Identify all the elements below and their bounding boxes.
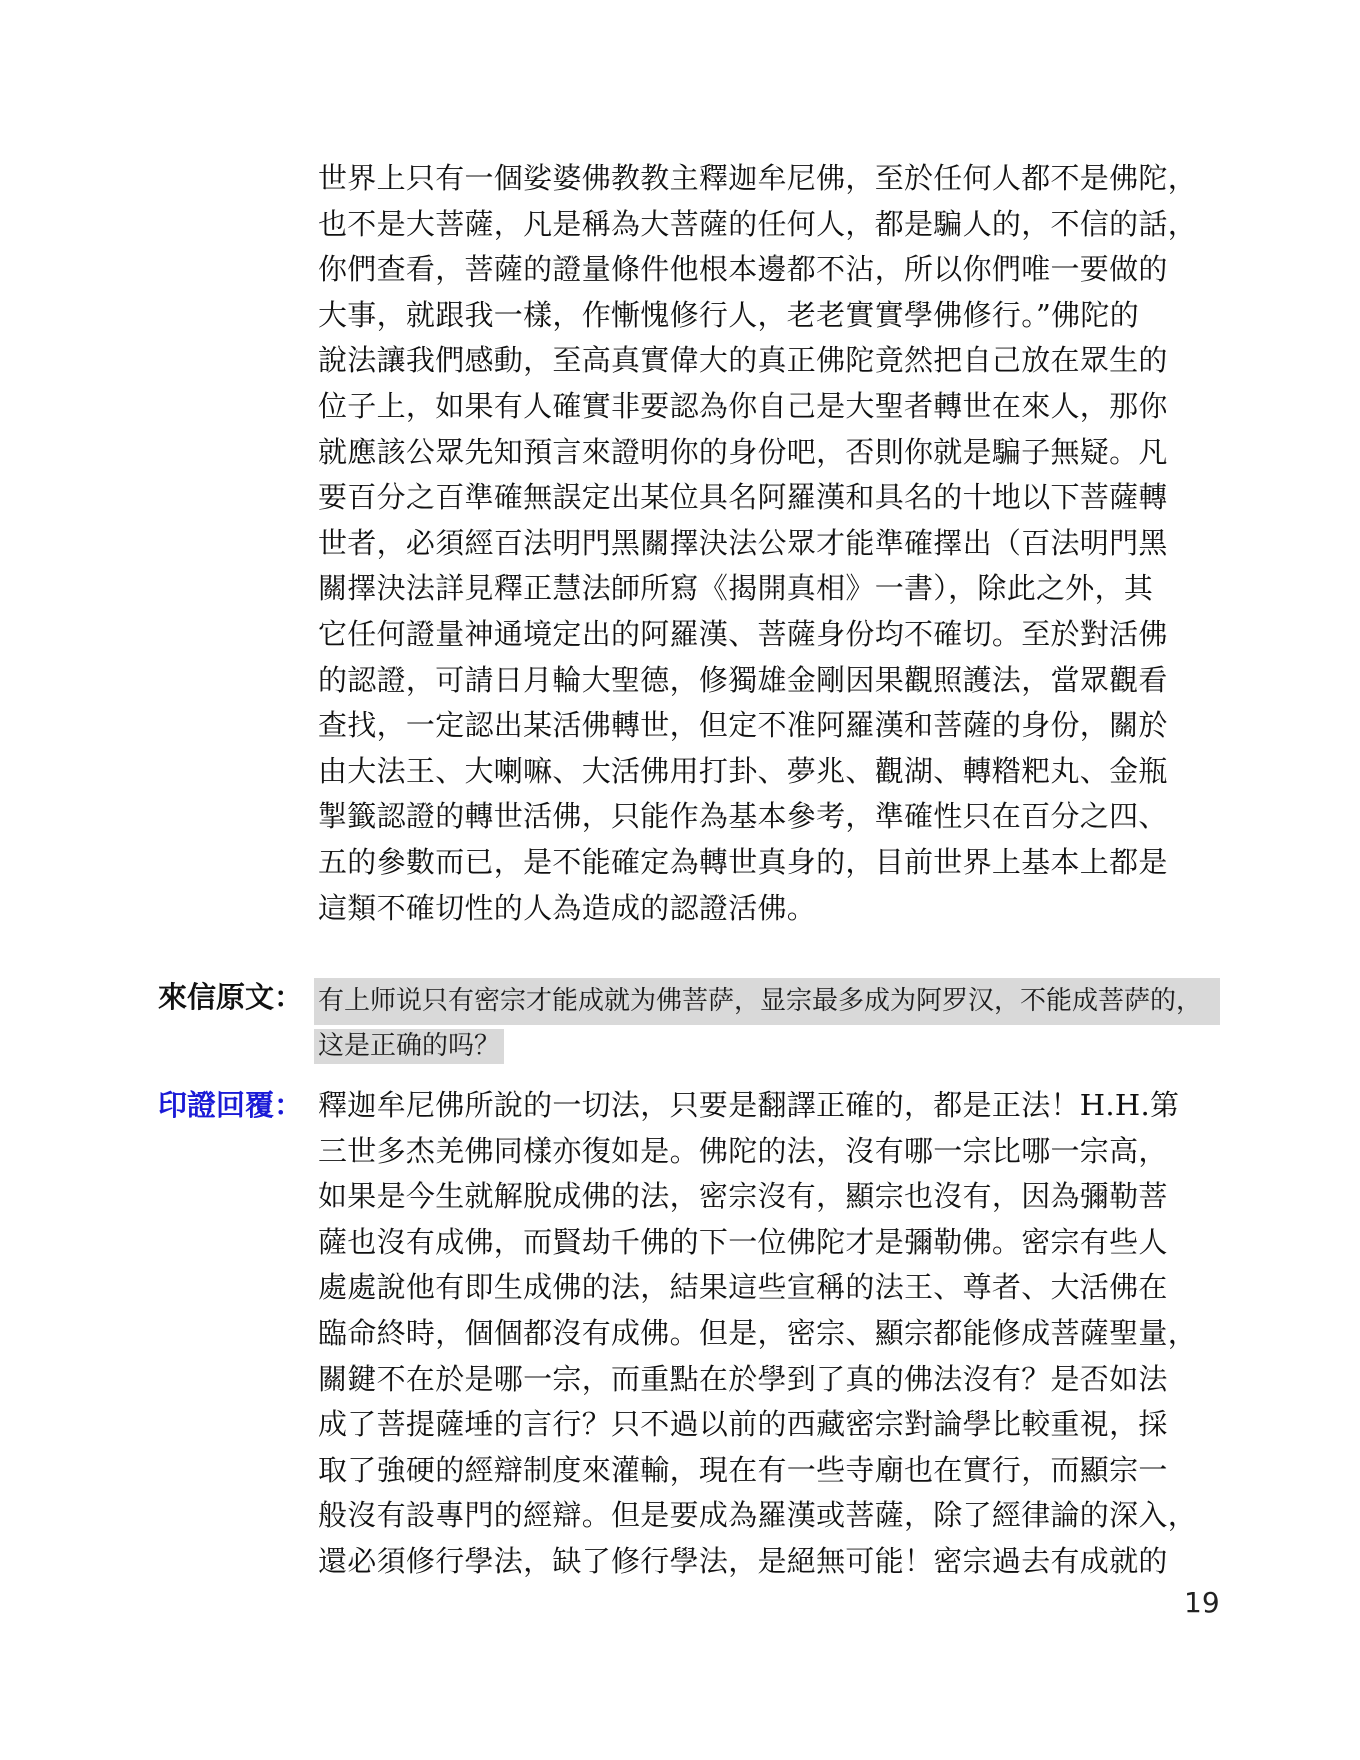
reply-line: 還必須修行學法，缺了修行學法，是絕無可能！密宗過去有成就的 — [318, 1543, 1168, 1578]
paragraph-line: 世界上只有一個娑婆佛教教主釋迦牟尼佛，至於任何人都不是佛陀， — [318, 161, 1198, 195]
letter-quote — [314, 978, 1220, 1067]
reply-line: 三世多杰羌佛同樣亦復如是。佛陀的法，沒有哪一宗比哪一宗高， — [318, 1133, 1168, 1168]
paragraph-line: 的認證，可請日月輪大聖德，修獨雄金剛因果觀照護法，當眾觀看 — [318, 662, 1168, 697]
letter-line — [314, 1025, 1220, 1067]
paragraph-line: 說法讓我們感動，至高真實偉大的真正佛陀竟然把自己放在眾生的 — [318, 343, 1168, 378]
reply-line: 如果是今生就解脫成佛的法，密宗沒有，顯宗也沒有，因為彌勒菩 — [318, 1179, 1168, 1214]
paragraph-line: 你們查看，菩薩的證量條件他根本邊都不沾，所以你們唯一要做的 — [318, 252, 1168, 287]
reply-line: 釋迦牟尼佛所說的一切法，只要是翻譯正確的，都是正法！H.H.第 — [318, 1088, 1180, 1122]
paragraph-line: 這類不確切性的人為造成的認證活佛。 — [318, 890, 817, 925]
paragraph-line: 它任何證量神通境定出的阿羅漢、菩薩身份均不確切。至於對活佛 — [318, 616, 1168, 651]
letter-line-text: 有上师说只有密宗才能成就为佛菩萨，显宗最多成为阿罗汉，不能成菩萨的， — [314, 978, 1220, 1025]
paragraph-line: 世者，必須經百法明門黑關擇決法公眾才能準確擇出（百法明門黑 — [318, 525, 1168, 560]
reply-label: 印證回覆： — [158, 1088, 304, 1122]
paragraph-line: 要百分之百準確無誤定出某位具名阿羅漢和具名的十地以下菩薩轉 — [318, 480, 1168, 515]
paragraph-line: 大事，就跟我一樣，作慚愧修行人，老老實實學佛修行。”佛陀的 — [318, 297, 1140, 332]
reply-line: 般沒有設專門的經辯。但是要成為羅漢或菩薩，除了經律論的深入， — [318, 1498, 1198, 1533]
paragraph-line: 就應該公眾先知預言來證明你的身份吧，否則你就是騙子無疑。凡 — [318, 434, 1168, 469]
letter-line — [314, 978, 1220, 1025]
reply-line: 臨命終時，個個都沒有成佛。但是，密宗、顯宗都能修成菩薩聖量， — [318, 1315, 1198, 1350]
paragraph-line: 位子上，如果有人確實非要認為你自己是大聖者轉世在來人，那你 — [318, 388, 1168, 423]
paragraph-line: 關擇決法詳見釋正慧法師所寫《揭開真相》一書），除此之外，其 — [318, 571, 1154, 606]
top-paragraph — [318, 156, 1232, 931]
paragraph-line: 五的參數而已，是不能確定為轉世真身的，目前世界上基本上都是 — [318, 844, 1168, 879]
paragraph-line: 掣籤認證的轉世活佛，只能作為基本參考，準確性只在百分之四、 — [318, 799, 1168, 834]
letter-line-text: 这是正确的吗？ — [314, 1029, 504, 1064]
reply-line: 關鍵不在於是哪一宗，而重點在於學到了真的佛法沒有？是否如法 — [318, 1361, 1168, 1396]
page-number: 19 — [1184, 1586, 1220, 1619]
paragraph-line: 由大法王、大喇嘛、大活佛用打卦、夢兆、觀湖、轉糌粑丸、金瓶 — [318, 753, 1168, 788]
paragraph-line: 也不是大菩薩，凡是稱為大菩薩的任何人，都是騙人的，不信的話， — [318, 206, 1198, 241]
reply-line: 處處說他有即生成佛的法，結果這些宣稱的法王、尊者、大活佛在 — [318, 1270, 1168, 1305]
reply-line: 取了強硬的經辯制度來灌輸，現在有一些寺廟也在實行，而顯宗一 — [318, 1452, 1168, 1487]
letter-label: 來信原文： — [158, 980, 304, 1014]
reply-line: 薩也沒有成佛，而賢劫千佛的下一位佛陀才是彌勒佛。密宗有些人 — [318, 1224, 1168, 1259]
reply-paragraph — [318, 1083, 1232, 1585]
paragraph-line: 查找，一定認出某活佛轉世，但定不准阿羅漢和菩薩的身份，關於 — [318, 708, 1168, 743]
reply-line: 成了菩提薩埵的言行？只不過以前的西藏密宗對論學比較重視，採 — [318, 1407, 1168, 1442]
